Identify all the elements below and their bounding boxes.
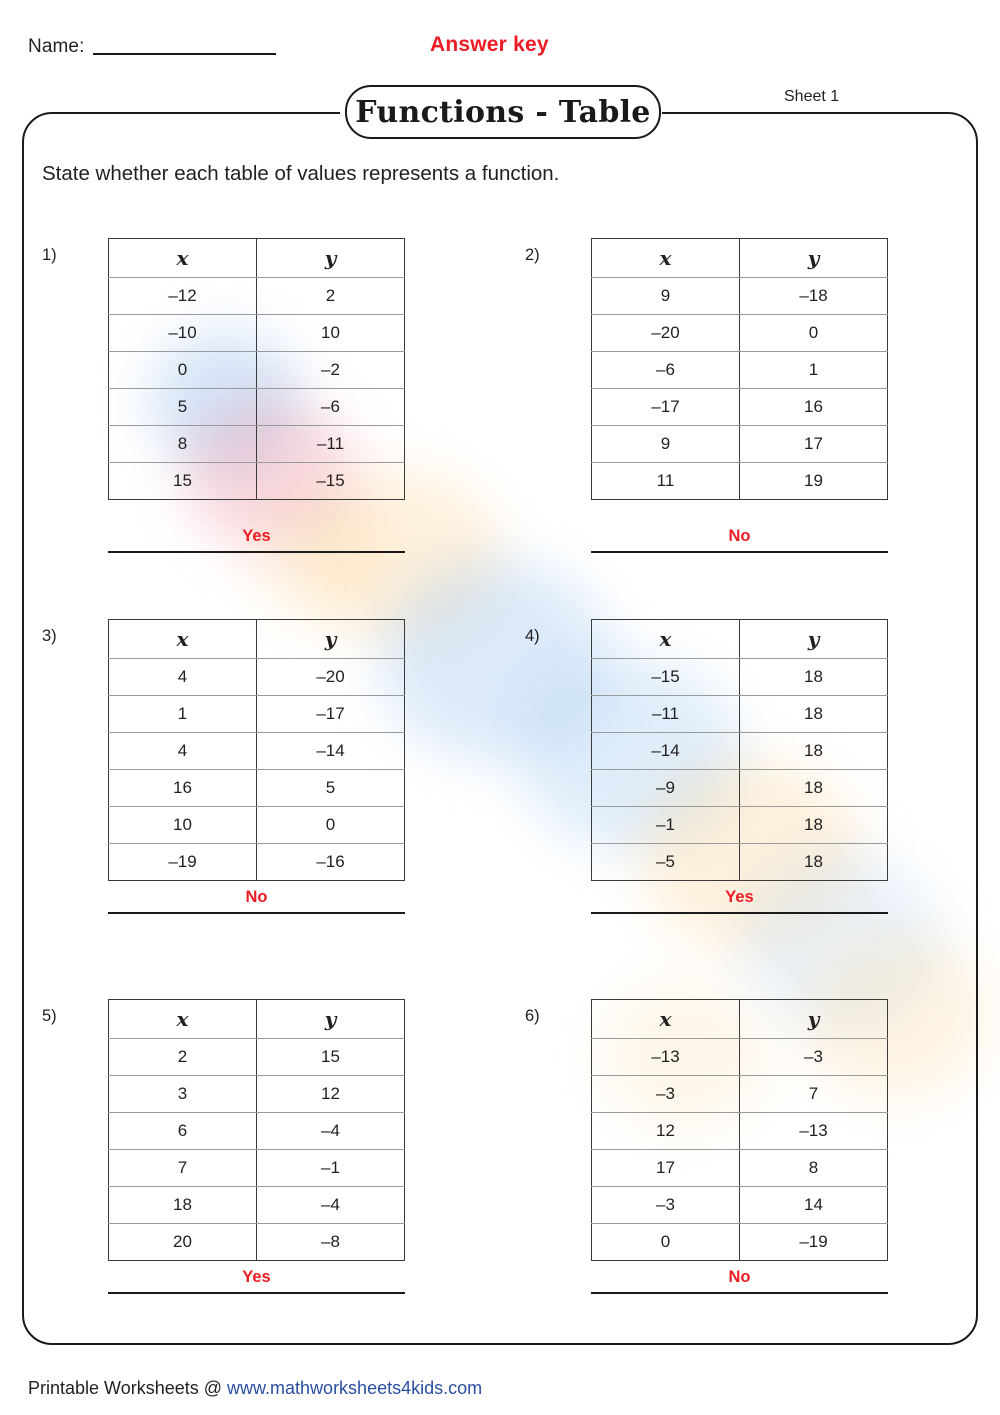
answer-value: Yes — [725, 888, 754, 906]
cell-x: –17 — [592, 389, 740, 426]
answer-rule — [591, 1292, 888, 1294]
table-row — [109, 1113, 405, 1150]
cell-y: –19 — [799, 1232, 828, 1251]
table-row — [109, 278, 405, 315]
column-header-x: x — [109, 1000, 257, 1039]
cell-x: 9 — [592, 426, 740, 463]
cell-x: 0 — [109, 352, 257, 389]
answer-rule — [108, 1292, 405, 1294]
cell-y: –18 — [740, 278, 888, 315]
table-row — [109, 659, 405, 696]
problem-number: 2) — [525, 246, 540, 264]
table-row — [592, 278, 888, 315]
footer-prefix: Printable Worksheets @ — [28, 1378, 228, 1398]
column-header-y: y — [740, 620, 888, 659]
answer-key-label: Answer key — [430, 33, 549, 56]
answer-area[interactable] — [108, 887, 405, 914]
cell-x: 11 — [592, 463, 740, 500]
problem-number: 5) — [42, 1007, 57, 1025]
cell-y: 7 — [740, 1076, 888, 1113]
cell-y: –4 — [257, 1187, 405, 1224]
answer-value: No — [728, 1268, 751, 1286]
column-header-y: y — [257, 1000, 405, 1039]
instruction-text: State whether each table of values represents a function. — [42, 162, 560, 185]
table-header-row — [109, 620, 405, 659]
answer-rule — [591, 551, 888, 553]
cell-x: –11 — [592, 696, 740, 733]
answer-area[interactable] — [591, 887, 888, 914]
cell-y: –1 — [257, 1150, 405, 1187]
answer-rule — [591, 912, 888, 914]
cell-x: 2 — [109, 1039, 257, 1076]
table-row — [592, 733, 888, 770]
answer-rule — [108, 912, 405, 914]
table-row — [109, 696, 405, 733]
cell-y: 18 — [740, 733, 888, 770]
table-row — [592, 659, 888, 696]
table-row — [109, 1187, 405, 1224]
cell-y: 5 — [257, 770, 405, 807]
table-row — [592, 1224, 888, 1261]
values-table — [108, 999, 405, 1261]
values-table — [591, 619, 888, 881]
footer-url-link[interactable]: www.mathworksheets4kids.com — [227, 1378, 483, 1398]
cell-y: 19 — [804, 471, 823, 490]
answer-value: No — [728, 527, 751, 545]
cell-x: –9 — [592, 770, 740, 807]
table-row — [109, 315, 405, 352]
problem-number: 1) — [42, 246, 57, 264]
table-row — [109, 1224, 405, 1261]
table-header-row — [109, 1000, 405, 1039]
cell-x: 10 — [109, 807, 257, 844]
cell-y: 18 — [740, 807, 888, 844]
cell-x: –19 — [109, 844, 257, 881]
cell-x: 16 — [109, 770, 257, 807]
cell-y: –15 — [316, 471, 345, 490]
answer-rule — [108, 551, 405, 553]
column-header-y: y — [257, 239, 405, 278]
cell-y: 16 — [740, 389, 888, 426]
table-row — [592, 696, 888, 733]
problem-number: 4) — [525, 627, 540, 645]
table-row — [592, 1039, 888, 1076]
cell-x: 4 — [109, 659, 257, 696]
cell-y: –2 — [257, 352, 405, 389]
name-label: Name: — [28, 36, 85, 57]
cell-y: –14 — [257, 733, 405, 770]
cell-y: 14 — [740, 1187, 888, 1224]
cell-x: –6 — [592, 352, 740, 389]
cell-x: 8 — [109, 426, 257, 463]
column-header-y: y — [257, 620, 405, 659]
cell-x: 15 — [109, 463, 257, 500]
cell-y: 2 — [257, 278, 405, 315]
answer-value: Yes — [242, 527, 271, 545]
table-row — [592, 426, 888, 463]
cell-x: 5 — [109, 389, 257, 426]
cell-y: 18 — [740, 696, 888, 733]
answer-area[interactable] — [591, 526, 888, 553]
cell-y: 18 — [740, 659, 888, 696]
cell-x: 7 — [109, 1150, 257, 1187]
sheet-number-label: Sheet 1 — [784, 88, 840, 105]
answer-area[interactable] — [108, 1267, 405, 1294]
values-table — [591, 999, 888, 1261]
answer-area[interactable] — [591, 1267, 888, 1294]
table-row — [109, 770, 405, 807]
cell-y: –11 — [257, 426, 405, 463]
cell-x: –20 — [592, 315, 740, 352]
cell-y: –17 — [257, 696, 405, 733]
cell-x: –3 — [592, 1187, 740, 1224]
cell-x: 3 — [109, 1076, 257, 1113]
table-row — [592, 315, 888, 352]
cell-y: –20 — [257, 659, 405, 696]
cell-y: –16 — [316, 852, 345, 871]
cell-x: 0 — [592, 1224, 740, 1261]
values-table — [108, 619, 405, 881]
page-title: Functions - Table — [355, 94, 651, 130]
column-header-x: x — [109, 620, 257, 659]
table-row — [592, 1076, 888, 1113]
column-header-x: x — [592, 239, 740, 278]
table-row — [592, 463, 888, 500]
table-header-row — [592, 1000, 888, 1039]
table-row — [109, 807, 405, 844]
cell-x: 20 — [109, 1224, 257, 1261]
table-header-row — [592, 620, 888, 659]
table-row — [109, 844, 405, 881]
table-row — [592, 389, 888, 426]
column-header-x: x — [592, 620, 740, 659]
column-header-y: y — [740, 239, 888, 278]
cell-y: 0 — [740, 315, 888, 352]
cell-y: 15 — [257, 1039, 405, 1076]
column-header-x: x — [109, 239, 257, 278]
cell-x: –15 — [592, 659, 740, 696]
cell-x: –5 — [592, 844, 740, 881]
answer-value: Yes — [242, 1268, 271, 1286]
cell-y: 12 — [257, 1076, 405, 1113]
answer-value: No — [245, 888, 268, 906]
cell-x: 6 — [109, 1113, 257, 1150]
cell-x: –3 — [592, 1076, 740, 1113]
table-row — [592, 1113, 888, 1150]
table-row — [109, 1039, 405, 1076]
cell-y: –13 — [740, 1113, 888, 1150]
table-row — [109, 389, 405, 426]
cell-y: 18 — [804, 852, 823, 871]
footer — [28, 1378, 482, 1399]
table-row — [109, 1076, 405, 1113]
table-row — [592, 844, 888, 881]
table-row — [109, 463, 405, 500]
problem-number: 6) — [525, 1007, 540, 1025]
cell-x: –10 — [109, 315, 257, 352]
column-header-x: x — [592, 1000, 740, 1039]
table-header-row — [109, 239, 405, 278]
table-row — [592, 1187, 888, 1224]
cell-y: –3 — [740, 1039, 888, 1076]
table-row — [592, 807, 888, 844]
cell-y: 8 — [740, 1150, 888, 1187]
cell-x: –12 — [109, 278, 257, 315]
cell-x: 17 — [592, 1150, 740, 1187]
cell-x: –1 — [592, 807, 740, 844]
column-header-y: y — [740, 1000, 888, 1039]
values-table — [108, 238, 405, 500]
table-header-row — [592, 239, 888, 278]
cell-y: 1 — [740, 352, 888, 389]
cell-y: 17 — [740, 426, 888, 463]
table-row — [109, 733, 405, 770]
table-row — [109, 352, 405, 389]
cell-y: –6 — [257, 389, 405, 426]
cell-x: 4 — [109, 733, 257, 770]
cell-y: 18 — [740, 770, 888, 807]
cell-y: 10 — [257, 315, 405, 352]
table-row — [109, 1150, 405, 1187]
table-row — [592, 770, 888, 807]
cell-y: 0 — [257, 807, 405, 844]
cell-x: 18 — [109, 1187, 257, 1224]
cell-x: 9 — [592, 278, 740, 315]
cell-x: 12 — [592, 1113, 740, 1150]
table-row — [592, 352, 888, 389]
cell-y: –8 — [321, 1232, 340, 1251]
values-table — [591, 238, 888, 500]
table-row — [109, 426, 405, 463]
worksheet-title-capsule — [345, 85, 661, 139]
answer-area[interactable] — [108, 526, 405, 553]
cell-x: –13 — [592, 1039, 740, 1076]
cell-x: 1 — [109, 696, 257, 733]
cell-y: –4 — [257, 1113, 405, 1150]
problem-number: 3) — [42, 627, 57, 645]
cell-x: –14 — [592, 733, 740, 770]
table-row — [592, 1150, 888, 1187]
